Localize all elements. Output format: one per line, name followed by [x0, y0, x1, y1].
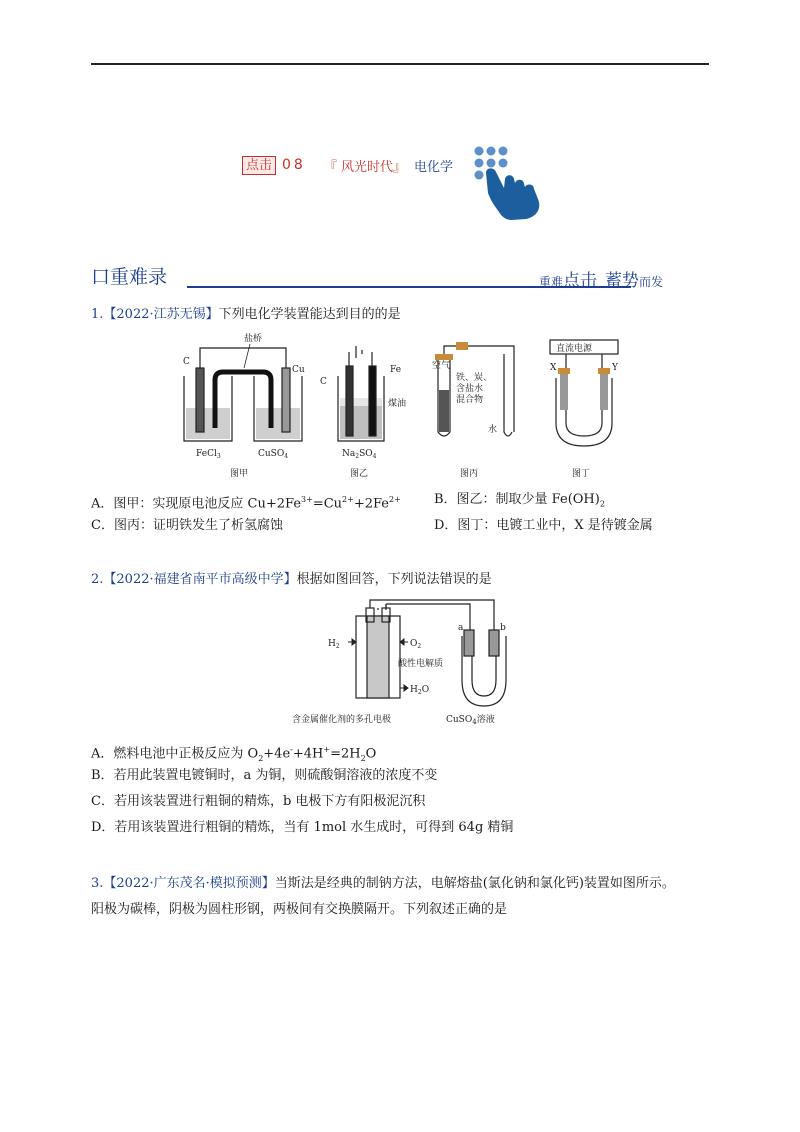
label-na2so4: $Na_2SO_4$ [342, 449, 377, 460]
question-source: 【2022·广东茂名·模拟预测】 [103, 876, 275, 891]
pointing-hand-icon [472, 143, 552, 221]
label-x: X [550, 363, 557, 373]
question-source: 【2022·江苏无锡】 [103, 307, 219, 322]
slogan-part: 点击 [563, 271, 598, 291]
banner-number: 08 [282, 157, 306, 173]
section-title: 口重难录 [91, 266, 168, 288]
banner-theme: 『 风光时代』 [323, 159, 406, 175]
question-number: 2. [91, 572, 104, 587]
label-mix-1: 铁、炭、 [456, 373, 493, 383]
question-1-figure [170, 328, 640, 483]
question-number: 3. [91, 876, 104, 891]
label-a: a [458, 623, 464, 633]
section-header [91, 262, 701, 292]
label-b: b [500, 623, 506, 633]
question-text: 根据如图回答，下列说法错误的是 [296, 572, 492, 587]
label-c: C [320, 377, 327, 387]
top-rule [91, 63, 709, 65]
section-slogan [539, 266, 663, 291]
q2-option-d[interactable]: D．若用该装置进行粗铜的精炼，当有 1mol 水生成时，可得到 64g 精铜 [91, 820, 514, 835]
label-y: Y [612, 363, 618, 373]
question-3-stem [91, 874, 675, 894]
q2-option-a[interactable]: A．燃料电池中正极反应为 $O_2+4e^-+4H^+=2H_2O$ [91, 745, 377, 763]
caption-fig-a: 图甲 [230, 469, 249, 479]
question-3-stem-line-2: 阳极为碳棒，阴极为圆柱形钢，两极间有交换膜隔开。下列叙述正确的是 [91, 902, 508, 917]
question-number: 1. [91, 307, 104, 322]
figure-b [338, 346, 384, 441]
label-mix-3: 混合物 [456, 395, 484, 405]
label-water: 水 [488, 425, 498, 435]
slogan-part: 蓄势 [605, 271, 640, 291]
q1-option-b[interactable]: B．图乙：制取少量 $Fe(OH)_2$ [434, 492, 605, 509]
question-text: 当斯法是经典的制钠方法，电解熔盐(氯化钠和氯化钙)装置如图所示。 [274, 876, 675, 891]
question-1-stem [91, 305, 401, 325]
q1-option-a[interactable]: A．图甲：实现原电池反应 $Cu+2Fe^{3+}=Cu^{2+}+2Fe^{2+}$ [91, 495, 401, 512]
label-air: 空气 [432, 361, 451, 371]
label-o2: $O_2$ [410, 639, 422, 650]
label-cuso4-solution: CuSO$_4$溶液 [446, 715, 495, 726]
question-2-stem [91, 570, 492, 590]
q1-option-d[interactable]: D．图丁：电镀工业中，X 是待镀金属 [434, 518, 653, 533]
figure-d [550, 340, 618, 446]
label-porous-electrode: 含金属催化剂的多孔电极 [292, 715, 392, 725]
q2-option-c[interactable]: C．若用该装置进行粗铜的精炼，b 电极下方有阳极泥沉积 [91, 794, 426, 809]
label-fe: Fe [390, 365, 402, 375]
chapter-banner [242, 150, 453, 180]
banner-topic: 电化学 [413, 159, 453, 175]
q2-option-b[interactable]: B．若用此装置电镀铜时，a 为铜，则硫酸铜溶液的浓度不变 [91, 768, 438, 783]
q1-option-c[interactable]: C．图丙：证明铁发生了析氢腐蚀 [91, 518, 283, 533]
label-kerosene: 煤油 [388, 399, 407, 409]
label-dc-power: 直流电源 [556, 344, 593, 354]
label-h2: $H_2$ [328, 639, 340, 650]
slogan-part: 而发 [639, 275, 664, 289]
label-h2o: $H_2O$ [410, 685, 430, 696]
banner-tag: 点击 [242, 156, 276, 175]
label-salt-bridge: 盐桥 [244, 334, 263, 344]
label-cuso4: CuSO$_4$ [258, 449, 289, 460]
question-text: 下列电化学装置能达到目的的是 [218, 307, 401, 322]
caption-fig-b: 图乙 [350, 469, 369, 479]
label-cu: Cu [292, 365, 305, 375]
figure-a [184, 348, 302, 441]
label-electrolyte: 酸性电解质 [398, 659, 444, 669]
caption-fig-c: 图丙 [460, 469, 479, 479]
label-c: C [183, 357, 190, 367]
question-source: 【2022·福建省南平市高级中学】 [103, 572, 297, 587]
label-mix-2: 含盐水 [456, 384, 484, 394]
caption-fig-d: 图丁 [572, 469, 591, 479]
label-fecl3: FeCl$_3$ [196, 449, 221, 460]
slogan-part: 重难 [539, 275, 564, 289]
question-2-figure [290, 596, 550, 730]
